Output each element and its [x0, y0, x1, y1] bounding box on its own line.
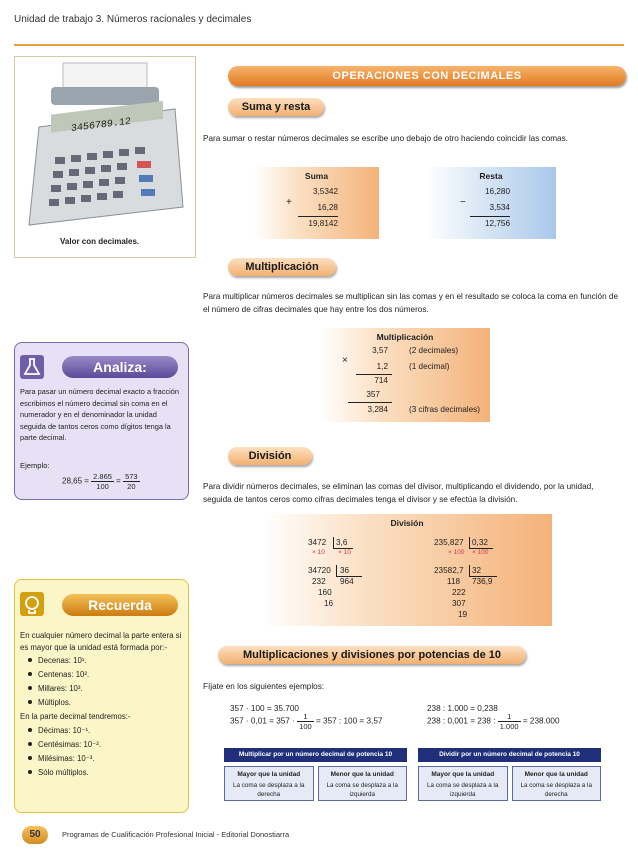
recuerda-item: Decenas: 10¹.	[22, 654, 182, 668]
division-heading: División	[228, 447, 312, 465]
pot-ex-right-1: 238 : 1.000 = 0,238	[427, 704, 498, 713]
table-multiplicar-menor-text: La coma se desplaza a la izquierda	[326, 782, 398, 798]
recuerda-item: Centésimas: 10⁻².	[22, 738, 182, 752]
div1-remainder-2: 160	[318, 588, 332, 597]
main-section-title: OPERACIONES CON DECIMALES	[228, 66, 626, 86]
pot-ex-right-num: 1	[498, 712, 521, 722]
recuerda-intro: En cualquier número decimal la parte entera si es mayor que la unidad está formada por:-	[20, 631, 182, 652]
resta-box	[426, 167, 556, 239]
flask-icon	[20, 355, 44, 379]
suma-operand-a: 3,5342	[312, 187, 338, 196]
div1-divisor: 3,6	[336, 538, 348, 547]
resta-rule	[470, 216, 510, 217]
analiza-lhs: 28,65 =	[62, 476, 89, 486]
page-number: 50	[22, 826, 48, 844]
recuerda-item: Décimas: 10⁻¹.	[22, 724, 182, 738]
div1-remainder-1: 232	[312, 577, 326, 586]
resta-operand-b: 3,534	[489, 203, 510, 212]
analiza-fraction-1	[91, 472, 114, 491]
mult-partial-2: 357	[366, 390, 380, 399]
table-multiplicar-mayor-title: Mayor que la unidad	[237, 771, 301, 778]
mult-rule-1	[356, 374, 392, 375]
calculator-photo	[14, 56, 196, 258]
header-rule	[14, 44, 624, 46]
pot-ex-left-fraction	[297, 712, 314, 731]
div1-multiplier-a: × 10	[312, 549, 325, 556]
analiza-example-label: Ejemplo:	[20, 461, 50, 470]
division-box	[262, 514, 552, 626]
recuerda-item: Centenas: 10².	[22, 668, 182, 682]
table-multiplicar-cell-menor	[318, 766, 408, 801]
multiplicacion-box	[320, 328, 490, 422]
pot-ex-left-2	[230, 712, 382, 731]
recuerda-list	[22, 654, 182, 780]
mult-result: 3,284	[367, 405, 388, 414]
mult-note-b: (1 decimal)	[409, 362, 450, 371]
div1-new-dividend: 34720	[308, 566, 331, 575]
div2-divisor: 0,32	[472, 538, 488, 547]
div1-multiplier-b: × 10	[338, 549, 351, 556]
table-dividir-cell-menor	[512, 766, 602, 801]
div1-remainder-3: 16	[324, 599, 334, 608]
potencias-heading: Multiplicaciones y divisiones por potencias de 10	[218, 646, 526, 664]
mult-partial-1: 714	[374, 376, 388, 385]
pot-ex-right-fraction	[498, 712, 521, 731]
div1-dividend: 3472	[308, 538, 327, 547]
recuerda-heading: Recuerda	[62, 594, 178, 616]
analiza-fraction-2	[123, 472, 140, 491]
pot-ex-left-den: 100	[299, 722, 312, 731]
div1-quotient: 964	[340, 577, 354, 586]
pot-ex-right-2a: 238 : 0,001 = 238 :	[427, 716, 496, 726]
photo-caption: Valor con decimales.	[60, 237, 140, 246]
analiza-f1-den: 100	[96, 482, 109, 491]
resta-operand-a: 16,280	[484, 187, 510, 196]
mult-rule-2	[348, 402, 392, 403]
suma-result: 19,8142	[308, 219, 338, 228]
footer-text: Programas de Cualificación Profesional Inicial - Editorial Donostiarra	[62, 830, 290, 839]
recuerda-item: Milésimas: 10⁻³.	[22, 752, 182, 766]
table-dividir-menor-text: La coma se desplaza a la derecha	[520, 782, 592, 798]
suma-operand-b: 16,28	[317, 203, 338, 212]
analiza-text: Para pasar un número decimal exacto a fracción escribimos el número decimal sin coma en el numerador y en el denominador la unidad seguida de tantos ceros como dígitos tenga la parte decimal.	[20, 387, 179, 442]
division-box-title: División	[390, 518, 424, 528]
resta-sign: −	[460, 197, 466, 208]
table-dividir-mayor-text: La coma se desplaza a la izquierda	[427, 782, 499, 798]
div2-multiplier-b: × 100	[472, 549, 489, 556]
div2-quotient: 736,9	[472, 577, 493, 586]
suma-resta-heading: Suma y resta	[228, 98, 324, 116]
div2-remainder-2: 222	[452, 588, 466, 597]
multiplicacion-text: Para multiplicar números decimales se multiplican sin las comas y en el resultado se coloca la coma en función de el número de cifras decimales que hay entre los dos números.	[203, 292, 619, 314]
resta-box-title: Resta	[479, 171, 503, 181]
suma-sign: +	[286, 197, 292, 208]
multiplicacion-box-title: Multiplicación	[376, 332, 434, 342]
analiza-f1-num: 2.865	[93, 472, 112, 481]
table-multiplicar-cell-mayor	[224, 766, 314, 801]
table-dividir-mayor-title: Mayor que la unidad	[431, 771, 495, 778]
potencias-intro: Fíjate en los siguientes ejemplos:	[203, 682, 325, 691]
head-icon	[20, 592, 44, 616]
analiza-f2-num: 573	[125, 472, 138, 481]
div2-remainder-1: 118	[447, 577, 461, 586]
pot-ex-left-2a: 357 · 0,01 = 357 ·	[230, 716, 295, 726]
calculator-display: 3456789.12	[71, 116, 131, 136]
recuerda-item: Millares: 10³.	[22, 682, 182, 696]
suma-resta-text: Para sumar o restar números decimales se escribe uno debajo de otro haciendo coincidir las comas.	[203, 134, 568, 143]
pot-ex-right-den: 1.000	[499, 722, 519, 731]
table-multiplicar-head: Multiplicar por un número decimal de potencia 10	[224, 748, 407, 762]
analiza-heading: Analiza:	[62, 356, 178, 378]
suma-box	[254, 167, 379, 239]
table-dividir-head: Dividir por un número decimal de potencia 10	[418, 748, 601, 762]
unit-title: Unidad de trabajo 3. Números racionales y decimales	[14, 14, 252, 25]
pot-ex-right-2b: = 238.000	[522, 716, 560, 726]
table-dividir-cell-mayor	[418, 766, 508, 801]
div2-multiplier-a: × 100	[448, 549, 465, 556]
div2-dividend: 235,827	[434, 538, 464, 547]
calculator-image	[15, 57, 195, 257]
table-multiplicar	[224, 748, 407, 801]
mult-sign: ×	[342, 355, 348, 366]
div2-new-divisor: 32	[472, 566, 482, 575]
pot-ex-left-2b: = 357 : 100 = 3,57	[315, 716, 383, 726]
analiza-example	[62, 472, 140, 491]
suma-rule	[298, 216, 338, 217]
div2-remainder-3: 307	[452, 599, 466, 608]
pot-ex-left-num: 1	[297, 712, 314, 722]
recuerda-item: Múltiplos.	[22, 696, 182, 710]
analiza-f2-den: 20	[127, 482, 136, 491]
mult-note-result: (3 cifras decimales)	[409, 405, 480, 414]
pot-ex-right-2	[427, 712, 560, 731]
div1-new-divisor: 36	[340, 566, 350, 575]
resta-result: 12,756	[484, 219, 510, 228]
multiplicacion-heading: Multiplicación	[228, 258, 336, 276]
table-dividir-menor-title: Menor que la unidad	[524, 771, 588, 778]
div2-remainder-4: 19	[458, 610, 468, 619]
suma-box-title: Suma	[304, 171, 329, 181]
table-dividir	[418, 748, 601, 801]
pot-ex-left-1: 357 · 100 = 35.700	[230, 704, 299, 713]
recuerda-item: Sólo múltiplos.	[22, 766, 182, 780]
division-text: Para dividir números decimales, se eliminan las comas del divisor, multiplicando el dividendo, por la unidad, seguida de tantos ceros como cifras decimales tenga el divisor y se efectúa la división.	[203, 482, 594, 504]
mult-note-a: (2 decimales)	[409, 346, 459, 355]
mult-operand-b: 1,2	[376, 362, 388, 371]
table-multiplicar-mayor-text: La coma se desplaza a la derecha	[233, 782, 305, 798]
mult-operand-a: 3,57	[372, 346, 388, 355]
recuerda-mid: En la parte decimal tendremos:-	[20, 712, 131, 721]
analiza-eq: =	[116, 476, 121, 486]
table-multiplicar-menor-title: Menor que la unidad	[330, 771, 394, 778]
div2-new-dividend: 23582,7	[434, 566, 464, 575]
